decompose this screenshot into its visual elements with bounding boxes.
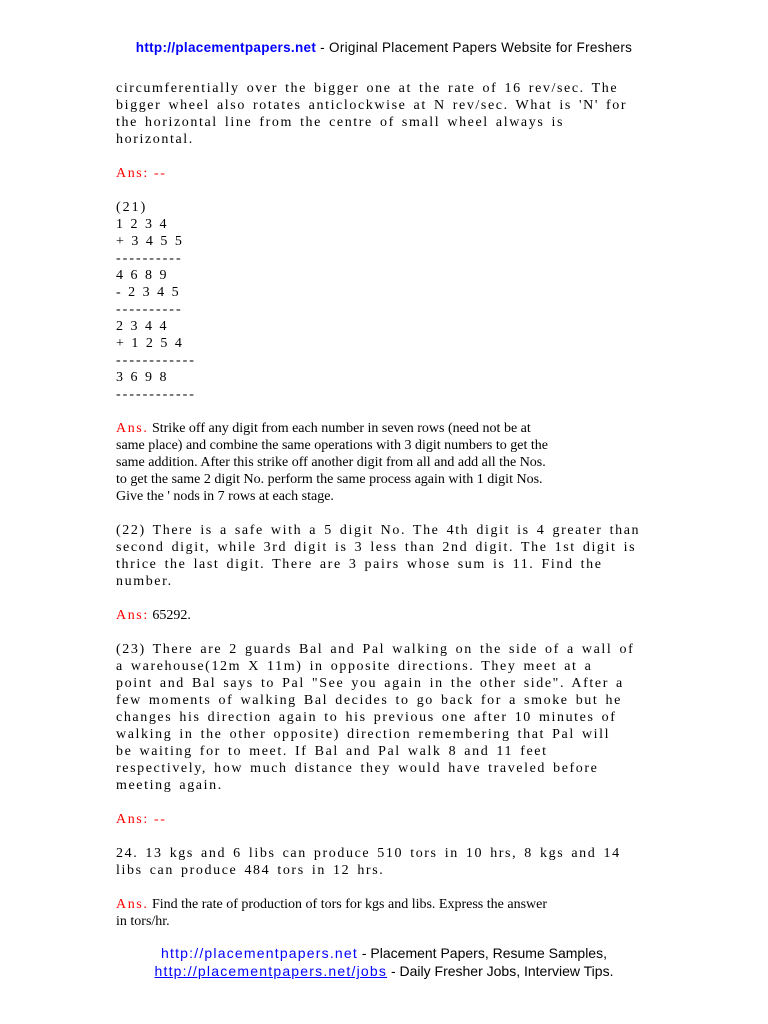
document-body (116, 80, 656, 947)
arithmetic-row: + 1 2 5 4 (116, 336, 184, 351)
arithmetic-divider: ------------ (116, 387, 196, 402)
arithmetic-divider: ---------- (116, 251, 183, 266)
text-line: changes his direction again to his previous one after 10 minutes of (116, 710, 617, 725)
text-line: walking in the other opposite) direction remembering that Pal will (116, 727, 611, 742)
answer-line: Give the ' nods in 7 rows at each stage. (116, 489, 334, 504)
answer-20 (116, 165, 656, 182)
answer-label: Ans: (116, 608, 149, 623)
arithmetic-divider: ------------ (116, 353, 196, 368)
answer-label: Ans: -- (116, 812, 167, 827)
text-line: a warehouse(12m X 11m) in opposite directions. They meet at a (116, 659, 593, 674)
question-24 (116, 845, 656, 879)
arithmetic-row: 4 6 8 9 (116, 268, 169, 283)
arithmetic-row: 1 2 3 4 (116, 217, 169, 232)
answer-text: Strike off any digit from each number in seven rows (need not be at (148, 421, 531, 436)
page-footer (0, 944, 768, 980)
arithmetic-divider: ---------- (116, 302, 183, 317)
text-line: horizontal. (116, 132, 194, 147)
arithmetic-row: - 2 3 4 5 (116, 285, 181, 300)
question-number: (21) (116, 200, 148, 215)
question-22 (116, 522, 656, 590)
question-20-continuation (116, 80, 656, 148)
footer-line-1 (0, 944, 768, 962)
text-line: circumferentially over the bigger one at the rate of 16 rev/sec. The (116, 81, 619, 96)
answer-24 (116, 896, 656, 930)
footer-site-link[interactable]: http://placementpapers.net (161, 945, 358, 961)
text-line: second digit, while 3rd digit is 3 less than 2nd digit. The 1st digit is (116, 540, 637, 555)
footer-jobs-link[interactable]: http://placementpapers.net/jobs (154, 963, 388, 979)
answer-label: Ans: -- (116, 166, 167, 181)
text-line: number. (116, 574, 173, 589)
text-line: the horizontal line from the centre of small wheel always is (116, 115, 565, 130)
text-line: 24. 13 kgs and 6 libs can produce 510 tors in 10 hrs, 8 kgs and 14 (116, 846, 621, 861)
answer-label: Ans. (116, 897, 149, 912)
text-line: libs can produce 484 tors in 12 hrs. (116, 863, 385, 878)
footer-desc-1: - Placement Papers, Resume Samples, (357, 945, 607, 961)
answer-line: in tors/hr. (116, 914, 170, 929)
footer-line-2 (0, 962, 768, 980)
answer-22 (116, 607, 656, 624)
answer-label: Ans. (116, 421, 149, 436)
arithmetic-row: 2 3 4 4 (116, 319, 169, 334)
header-site-link[interactable]: http://placementpapers.net (135, 40, 317, 55)
answer-line: same place) and combine the same operations with 3 digit numbers to get the (116, 438, 548, 453)
text-line: meeting again. (116, 778, 223, 793)
answer-23 (116, 811, 656, 828)
answer-value: 65292. (148, 608, 191, 623)
answer-line: same addition. After this strike off another digit from all and add all the Nos. (116, 455, 546, 470)
question-21 (116, 199, 656, 403)
text-line: (22) There is a safe with a 5 digit No. The 4th digit is 4 greater than (116, 523, 641, 538)
page-header (0, 40, 768, 55)
footer-desc-2: - Daily Fresher Jobs, Interview Tips. (387, 963, 614, 979)
header-separator: - (316, 40, 330, 55)
text-line: be waiting for to meet. If Bal and Pal walk 8 and 11 feet (116, 744, 548, 759)
text-line: few moments of walking Bal decides to go back for a smoke but he (116, 693, 622, 708)
question-23 (116, 641, 656, 794)
text-line: point and Bal says to Pal "See you again in the other side". After a (116, 676, 624, 691)
answer-line (116, 896, 656, 913)
answer-line (116, 420, 656, 437)
arithmetic-row: + 3 4 5 5 (116, 234, 184, 249)
header-tagline: Original Placement Papers Website for Freshers (329, 40, 633, 55)
text-line: bigger wheel also rotates anticlockwise at N rev/sec. What is 'N' for (116, 98, 628, 113)
answer-text: Find the rate of production of tors for kgs and libs. Express the answer (148, 897, 547, 912)
text-line: thrice the last digit. There are 3 pairs whose sum is 11. Find the (116, 557, 603, 572)
answer-line: to get the same 2 digit No. perform the same process again with 1 digit Nos. (116, 472, 543, 487)
answer-21 (116, 420, 656, 505)
text-line: (23) There are 2 guards Bal and Pal walking on the side of a wall of (116, 642, 635, 657)
arithmetic-row: 3 6 9 8 (116, 370, 169, 385)
text-line: respectively, how much distance they would have traveled before (116, 761, 599, 776)
